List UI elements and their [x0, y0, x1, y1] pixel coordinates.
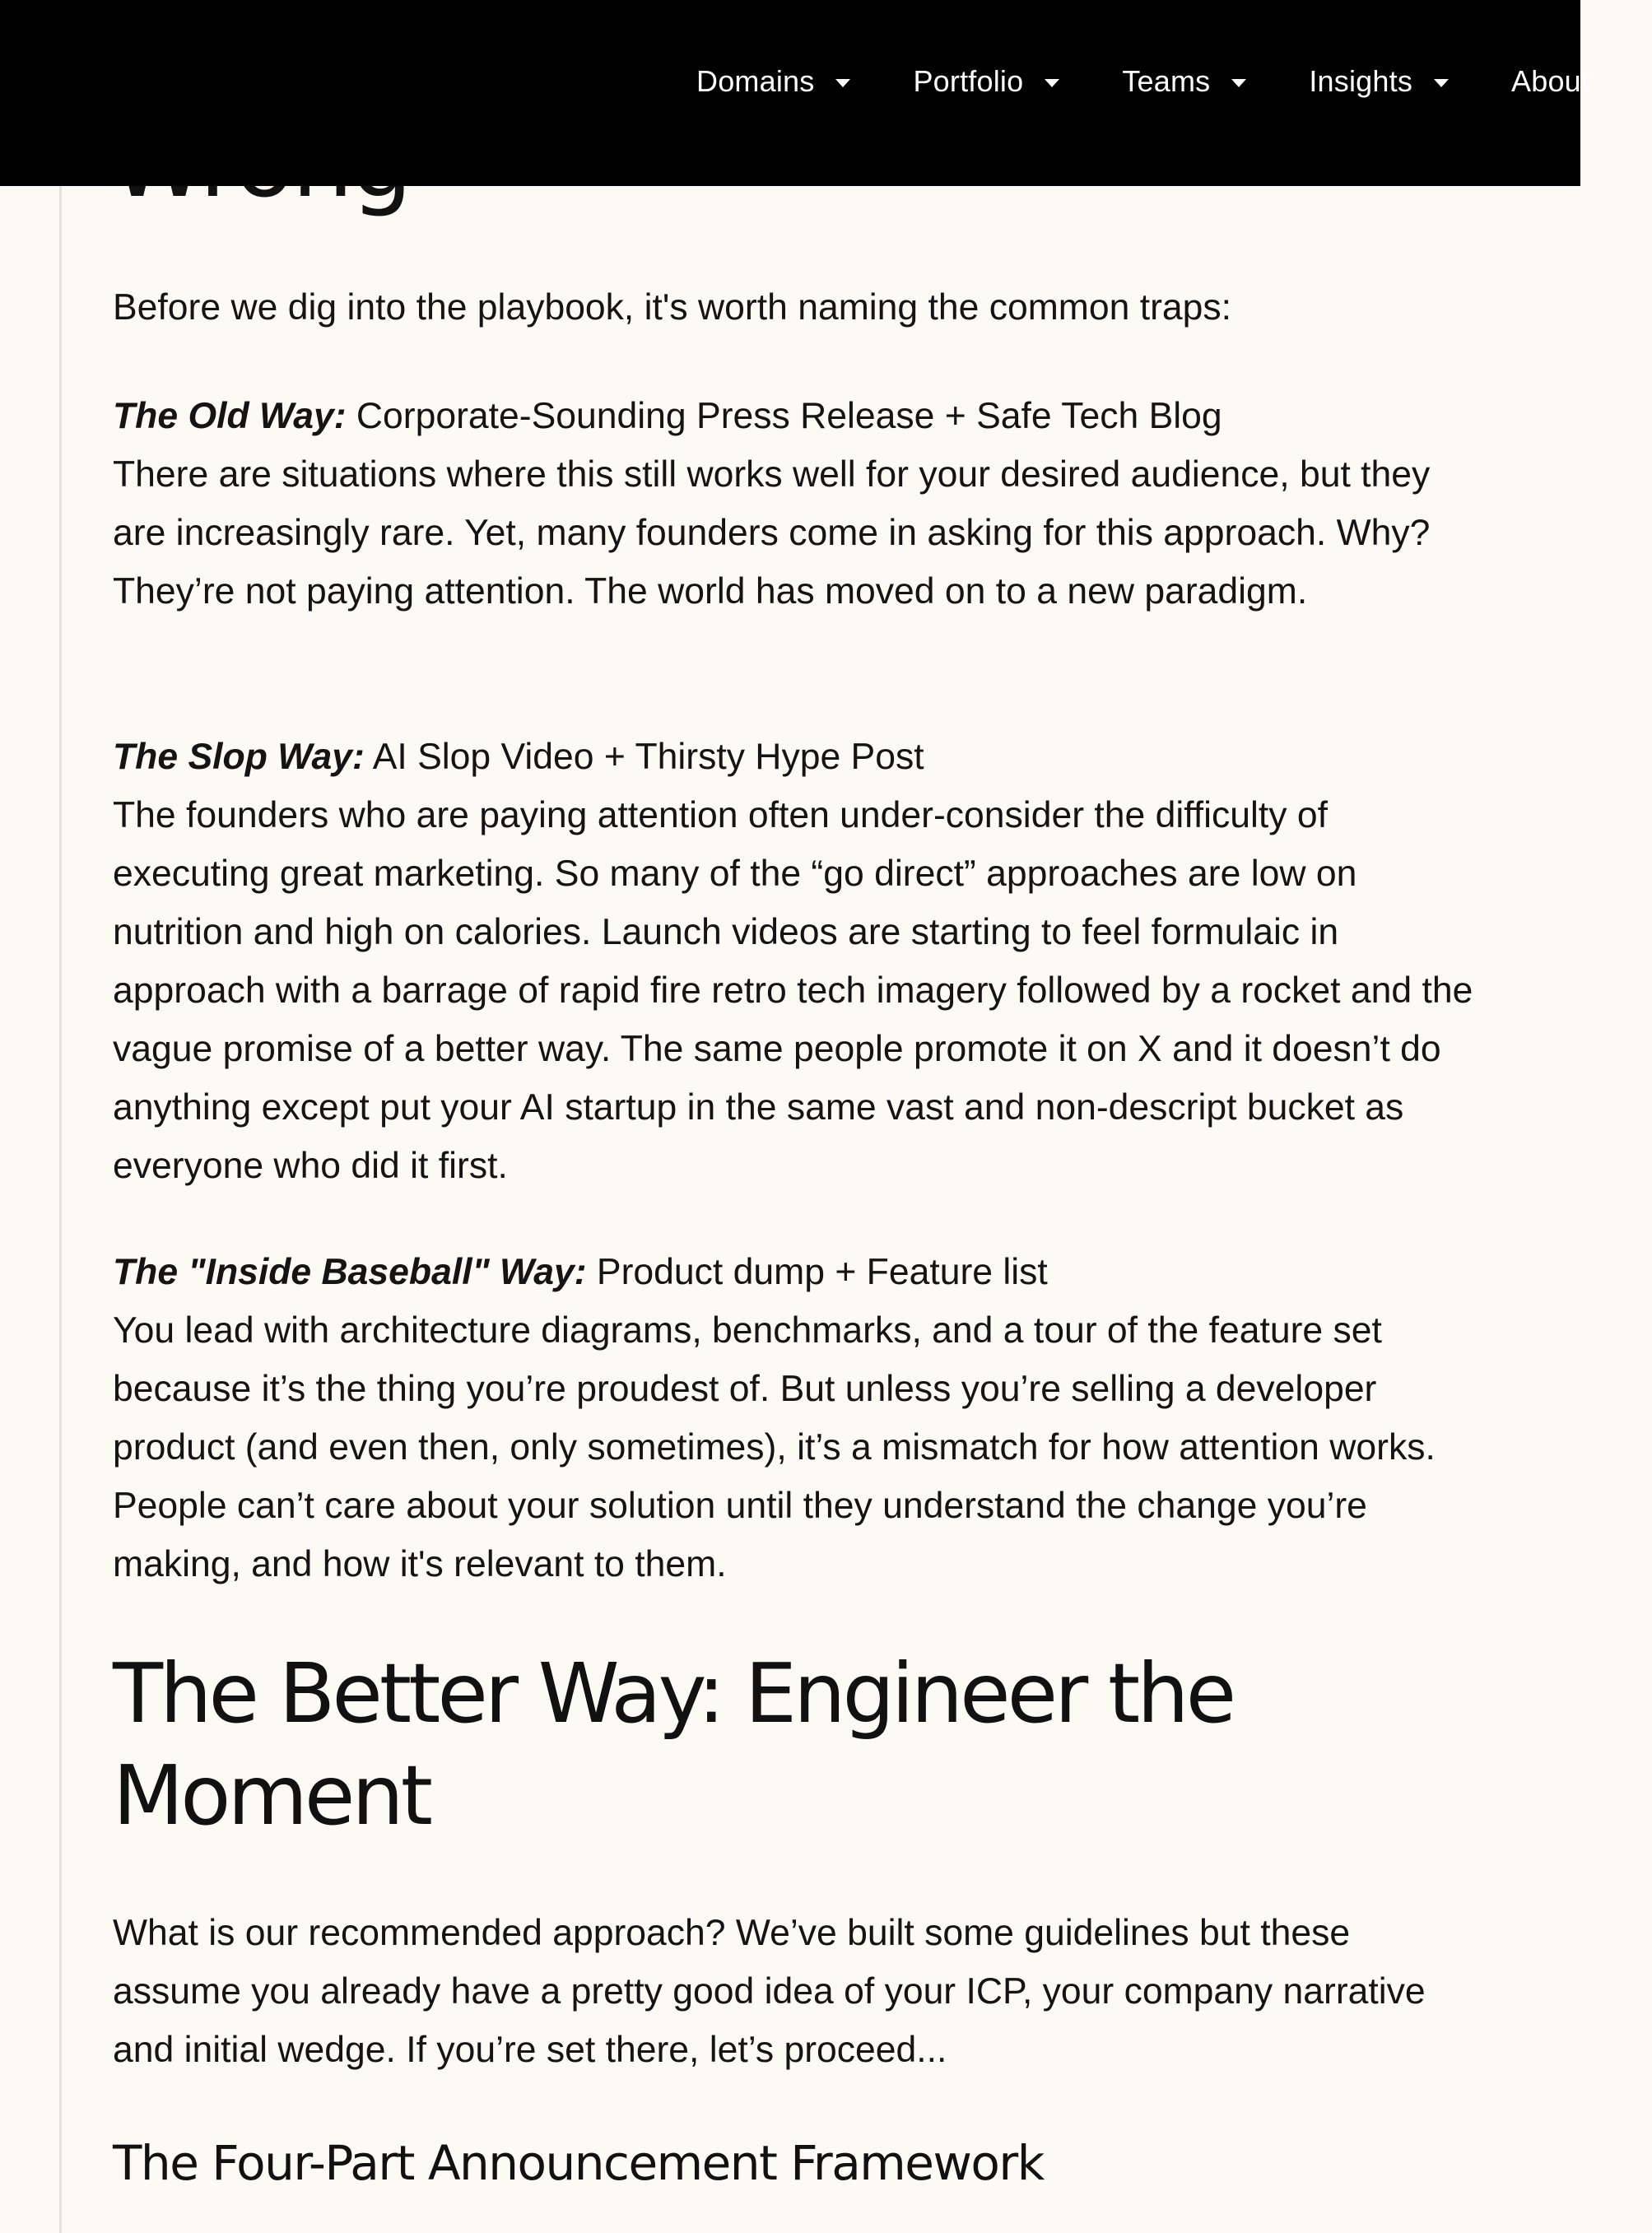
- nav-item-label: Domains: [696, 64, 815, 98]
- chevron-down-icon: [1434, 79, 1449, 87]
- nav-item-label: Insights: [1309, 64, 1413, 98]
- trap-inside-baseball-way: [113, 1243, 1479, 1593]
- trap-headline: Product dump + Feature list: [596, 1252, 1048, 1292]
- section-heading: The Better Way: Engineer the Moment: [113, 1645, 1234, 1844]
- intro-paragraph: Before we dig into the playbook, it's worth naming the common traps:: [113, 287, 1232, 328]
- nav-item-label: Portfolio: [913, 64, 1024, 98]
- nav-item-domains[interactable]: [696, 64, 850, 99]
- nav-item-portfolio[interactable]: [913, 64, 1059, 99]
- nav-item-label: Teams: [1122, 64, 1211, 98]
- nav-item-label: About: [1511, 64, 1590, 98]
- trap-lead: The Slop Way:: [113, 737, 365, 777]
- nav-item-about[interactable]: [1511, 64, 1589, 99]
- trap-lead: The Old Way:: [113, 396, 347, 436]
- chevron-down-icon: [1231, 79, 1246, 87]
- subsection-heading: The Four-Part Announcement Framework: [113, 2135, 1044, 2191]
- trap-body: There are situations where this still works well for your desired audience, but they are increasingly rare. Yet, many founders come in asking for this approach. Why? They’re not paying attention. The world has moved on to a new paradigm.: [113, 454, 1431, 612]
- chevron-down-icon: [1045, 79, 1059, 87]
- trap-old-way: [113, 387, 1479, 621]
- nav-menu: [696, 64, 1652, 99]
- top-navigation-bar: [0, 0, 1590, 186]
- nav-item-insights[interactable]: [1309, 64, 1449, 99]
- trap-headline: Corporate-Sounding Press Release + Safe Tech Blog: [356, 396, 1222, 436]
- chevron-down-icon: [835, 79, 850, 87]
- trap-body: The founders who are paying attention often under-consider the difficulty of executing great marketing. So many of the “go direct” approaches are low on nutrition and high on calories. Launch videos are starting to feel formulaic in approach with a barrage of rapid fire retro tech imagery followed by a rocket and the vague promise of a better way. The same people promote it on X and it doesn’t do anything except put your AI startup in the same vast and non-descript bucket as everyone who did it first.: [113, 795, 1473, 1186]
- trap-body: You lead with architecture diagrams, benchmarks, and a tour of the feature set because it’s the thing you’re proudest of. But unless you’re selling a developer product (and even then, only sometimes), it’s a mismatch for how attention works. People can’t care about your solution until they understand the change you’re making, and how it's relevant to them.: [113, 1310, 1436, 1584]
- trap-headline: AI Slop Video + Thirsty Hype Post: [372, 737, 924, 777]
- nav-item-teams[interactable]: [1122, 64, 1246, 99]
- section-paragraph: What is our recommended approach? We’ve built some guidelines but these assume you already have a pretty good idea of your ICP, your company narrative and initial wedge. If you’re set there, let’s proceed...: [113, 1913, 1426, 2070]
- trap-lead: The "Inside Baseball" Way:: [113, 1252, 587, 1292]
- left-divider: [59, 0, 62, 2233]
- trap-slop-way: [113, 728, 1479, 1195]
